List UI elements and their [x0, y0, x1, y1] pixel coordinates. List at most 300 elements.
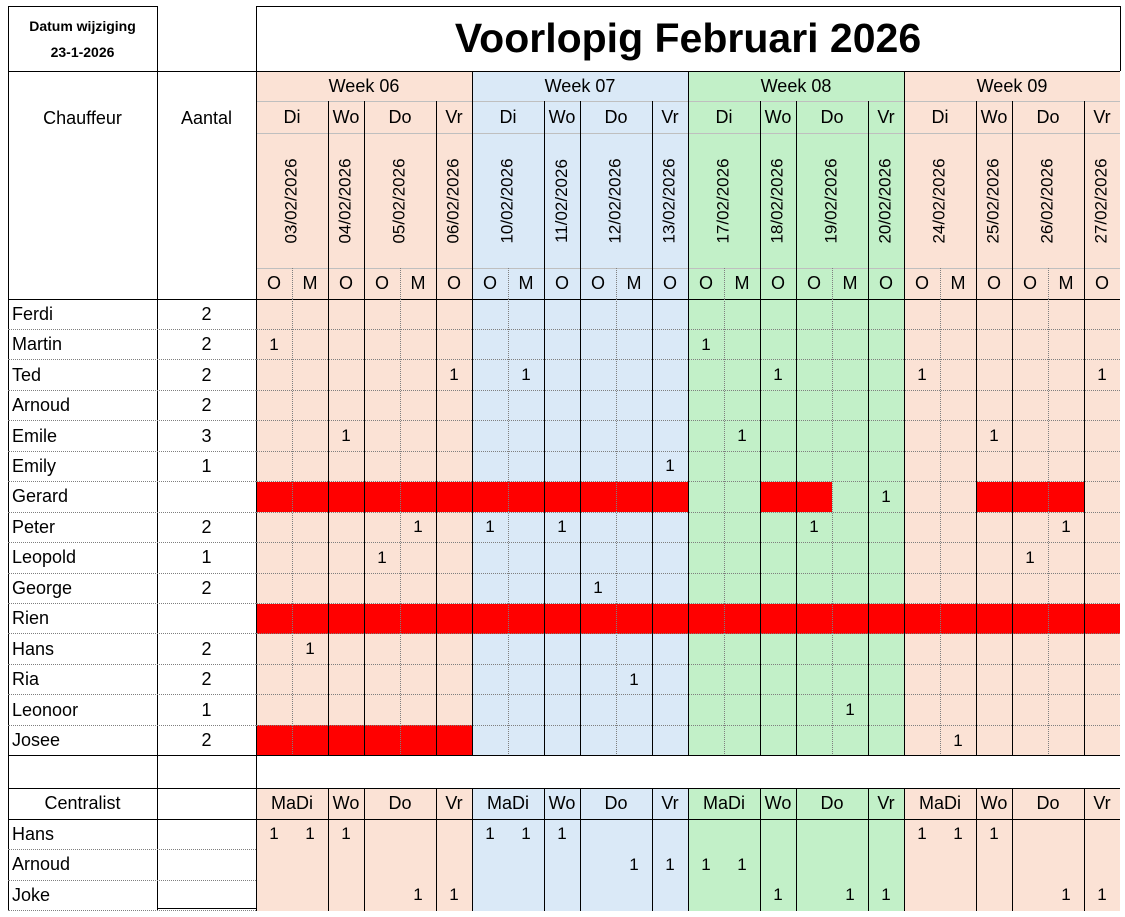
schedule-cell[interactable]: 1	[881, 486, 891, 506]
grid-line	[832, 299, 833, 756]
date-cell	[328, 133, 364, 268]
date-label: 27/02/2026	[1092, 157, 1111, 244]
grid-line	[760, 101, 761, 299]
grid-line	[400, 268, 401, 299]
grid-line	[976, 101, 977, 299]
grid-line	[904, 819, 905, 911]
slot-label: O	[590, 273, 605, 293]
grid-line	[868, 788, 869, 819]
page-title: Voorlopig Februari 2026	[454, 15, 922, 61]
schedule-cell[interactable]: 1	[377, 547, 387, 567]
centralist-header: Centralist	[44, 793, 121, 813]
grid-line	[796, 788, 797, 819]
date-cell	[1012, 133, 1084, 268]
driver-name: Leonoor	[12, 699, 79, 720]
grid-line	[256, 573, 1120, 574]
grid-line	[436, 819, 437, 911]
centralist-day-label: Wo	[548, 793, 576, 813]
grid-line	[8, 694, 256, 695]
grid-line	[436, 299, 437, 756]
date-label: 25/02/2026	[984, 157, 1003, 244]
centralist-cell[interactable]: 1	[737, 854, 747, 874]
grid-line	[724, 299, 725, 756]
grid-line	[436, 101, 437, 299]
grid-line	[328, 819, 329, 911]
grid-line	[8, 819, 1120, 820]
driver-name: Emile	[12, 425, 58, 446]
grid-line	[796, 819, 797, 911]
schedule-cell[interactable]: 1	[305, 639, 315, 659]
driver-count: 2	[201, 303, 212, 324]
slot-label: M	[842, 273, 858, 293]
date-cell	[580, 133, 652, 268]
grid-line	[8, 420, 256, 421]
driver-name: Ted	[12, 364, 42, 385]
centralist-day-label: Do	[1036, 793, 1060, 813]
schedule-cell[interactable]: 1	[449, 365, 459, 385]
day-label: Do	[388, 106, 412, 127]
slot-label: M	[1058, 273, 1074, 293]
chauffeur-header: Chauffeur	[43, 107, 122, 128]
slot-label: O	[1022, 273, 1037, 293]
driver-name: Martin	[12, 334, 63, 355]
date-label: 12/02/2026	[606, 157, 625, 244]
date-label: 20/02/2026	[876, 157, 895, 244]
schedule-cell[interactable]: 1	[1097, 365, 1107, 385]
grid-line	[652, 788, 653, 819]
grid-line	[760, 819, 761, 911]
grid-line	[292, 268, 293, 299]
grid-line	[8, 329, 256, 330]
driver-count	[157, 604, 256, 634]
slot-label: O	[338, 273, 353, 293]
centralist-day-label: Do	[604, 793, 628, 813]
grid-line	[580, 819, 581, 911]
date-cell	[364, 133, 436, 268]
driver-name: Arnoud	[12, 395, 71, 416]
grid-line	[688, 788, 689, 819]
grid-line	[868, 299, 869, 756]
driver-count: 2	[201, 516, 212, 537]
slot-label: O	[914, 273, 929, 293]
date-label: 03/02/2026	[282, 157, 301, 244]
schedule-cell[interactable]: 1	[845, 700, 855, 720]
driver-count: 1	[201, 699, 212, 720]
grid-line	[8, 788, 1120, 789]
centralist-day-label: Do	[388, 793, 412, 813]
slot-label: M	[518, 273, 534, 293]
grid-line	[976, 819, 977, 911]
date-cell	[760, 133, 796, 268]
centralist-day-label: Wo	[980, 793, 1008, 813]
centralist-cell[interactable]: 1	[773, 885, 783, 905]
day-label: Di	[499, 106, 517, 127]
grid-line	[400, 299, 401, 756]
date-label: 05/02/2026	[390, 157, 409, 244]
slot-label: O	[698, 273, 713, 293]
grid-line	[1012, 101, 1013, 299]
grid-line	[976, 788, 977, 819]
centralist-day-label: MaDi	[270, 793, 313, 813]
slot-label: O	[770, 273, 785, 293]
grid-line	[157, 6, 158, 911]
day-label: Vr	[445, 106, 463, 127]
grid-line	[724, 268, 725, 299]
grid-line	[8, 481, 256, 482]
grid-line	[256, 481, 1120, 482]
schedule-cell[interactable]: 1	[485, 517, 495, 537]
grid-line	[1084, 299, 1085, 756]
grid-line	[8, 390, 256, 391]
grid-line	[8, 573, 256, 574]
driver-count	[157, 482, 256, 512]
grid-line	[760, 299, 761, 756]
grid-line	[688, 819, 689, 911]
grid-line	[436, 788, 437, 819]
day-label: Di	[931, 106, 949, 127]
grid-line	[544, 788, 545, 819]
grid-line	[904, 71, 905, 101]
centralist-day-label: MaDi	[486, 793, 529, 813]
slot-label: M	[302, 273, 318, 293]
grid-line	[256, 788, 257, 819]
date-label: 13/02/2026	[660, 157, 679, 244]
grid-line	[472, 71, 473, 101]
schedule-cell[interactable]: 1	[989, 426, 999, 446]
driver-name: Josee	[12, 730, 61, 751]
grid-line	[256, 664, 1120, 665]
driver-name: Leopold	[12, 547, 77, 568]
grid-line	[652, 299, 653, 756]
centralist-cell[interactable]: 1	[629, 854, 639, 874]
grid-line	[256, 299, 257, 756]
schedule-cell[interactable]: 1	[737, 426, 747, 446]
grid-line	[616, 268, 617, 299]
grid-line	[256, 603, 1120, 604]
grid-line	[8, 849, 256, 850]
centralist-cell[interactable]: 1	[485, 824, 495, 844]
grid-line	[1012, 788, 1013, 819]
grid-line	[256, 725, 1120, 726]
centralist-day-label: Vr	[877, 793, 895, 813]
centralist-day-label: Vr	[661, 793, 679, 813]
grid-line	[328, 788, 329, 819]
grid-line	[8, 6, 9, 911]
date-cell	[544, 133, 580, 268]
grid-line	[544, 299, 545, 756]
week-label: Week 09	[976, 75, 1048, 96]
grid-line	[1012, 299, 1013, 756]
schedule-cell[interactable]: 1	[953, 730, 963, 750]
centralist-cell[interactable]: 1	[953, 824, 963, 844]
grid-line	[904, 788, 905, 819]
grid-line	[8, 725, 256, 726]
centralist-cell[interactable]: 1	[665, 854, 675, 874]
slot-label: O	[554, 273, 569, 293]
grid-line	[796, 101, 797, 299]
grid-line	[1084, 788, 1085, 819]
date-cell	[652, 133, 688, 268]
grid-line	[652, 101, 653, 299]
aantal-header: Aantal	[180, 107, 233, 128]
schedule-cell[interactable]: 1	[1025, 547, 1035, 567]
grid-line	[256, 71, 257, 101]
grid-line	[256, 6, 1120, 7]
grid-line	[508, 299, 509, 756]
grid-line	[292, 299, 293, 756]
grid-line	[8, 880, 256, 881]
driver-name: Hans	[12, 638, 55, 659]
date-cell	[1084, 133, 1120, 268]
slot-label: O	[1094, 273, 1109, 293]
grid-line	[8, 755, 1120, 756]
driver-count: 3	[201, 425, 212, 446]
grid-line	[256, 694, 1120, 695]
grid-line	[8, 512, 256, 513]
day-label: Wo	[332, 106, 360, 127]
date-cell	[436, 133, 472, 268]
driver-name: Rien	[12, 608, 50, 629]
grid-line	[364, 299, 365, 756]
date-cell	[472, 133, 544, 268]
slot-label: O	[374, 273, 389, 293]
grid-line	[8, 633, 256, 634]
week-label: Week 07	[544, 75, 616, 96]
slot-label: M	[410, 273, 426, 293]
week-label: Week 06	[328, 75, 400, 96]
centralist-cell[interactable]: 1	[1061, 885, 1071, 905]
grid-line	[328, 299, 329, 756]
day-label: Di	[283, 106, 301, 127]
centralist-day-label: Vr	[1093, 793, 1111, 813]
date-label: 26/02/2026	[1038, 157, 1057, 244]
driver-count: 2	[201, 364, 212, 385]
grid-line	[8, 542, 256, 543]
driver-name: Peter	[12, 516, 56, 537]
grid-line	[256, 451, 1120, 452]
driver-name: Gerard	[12, 486, 69, 507]
centralist-cell[interactable]: 1	[449, 885, 459, 905]
centralist-day-label: Do	[820, 793, 844, 813]
driver-name: George	[12, 577, 73, 598]
driver-count: 2	[201, 638, 212, 659]
grid-line	[256, 420, 1120, 421]
grid-line	[868, 819, 869, 911]
grid-line	[472, 299, 473, 756]
day-label: Wo	[764, 106, 792, 127]
grid-line	[1048, 268, 1049, 299]
grid-line	[940, 268, 941, 299]
grid-line	[472, 101, 473, 299]
day-label: Do	[1036, 106, 1060, 127]
grid-line	[256, 819, 257, 911]
schedule-cell[interactable]: 1	[629, 669, 639, 689]
slot-label: O	[806, 273, 821, 293]
slot-label: O	[446, 273, 461, 293]
driver-count: 2	[201, 730, 212, 751]
grid-line	[544, 101, 545, 299]
date-cell	[976, 133, 1012, 268]
grid-line	[760, 788, 761, 819]
change-label: Datum wijziging	[29, 18, 136, 34]
grid-line	[328, 101, 329, 299]
centralist-day-label: Wo	[332, 793, 360, 813]
grid-line	[256, 542, 1120, 543]
driver-count: 2	[201, 577, 212, 598]
slot-label: O	[986, 273, 1001, 293]
grid-line	[256, 359, 1120, 360]
grid-line	[904, 299, 905, 756]
driver-count: 2	[201, 334, 212, 355]
grid-line	[508, 268, 509, 299]
grid-line	[256, 512, 1120, 513]
centralist-day-label: Wo	[764, 793, 792, 813]
schedule-cell[interactable]: 1	[917, 365, 927, 385]
date-cell	[688, 133, 760, 268]
centralist-name: Arnoud	[12, 854, 71, 875]
centralist-cell[interactable]: 1	[881, 885, 891, 905]
driver-count: 2	[201, 395, 212, 416]
schedule-cell[interactable]: 1	[665, 456, 675, 476]
schedule-cell[interactable]: 1	[593, 578, 603, 598]
driver-name: Ria	[12, 669, 40, 690]
day-label: Do	[820, 106, 844, 127]
centralist-name: Hans	[12, 823, 55, 844]
centralist-day-label: MaDi	[918, 793, 961, 813]
date-label: 06/02/2026	[444, 157, 463, 244]
centralist-cell[interactable]: 1	[341, 824, 351, 844]
grid-line	[8, 359, 256, 360]
centralist-day-label: MaDi	[702, 793, 745, 813]
driver-count: 1	[201, 547, 212, 568]
grid-line	[616, 299, 617, 756]
centralist-cell[interactable]: 1	[1097, 885, 1107, 905]
driver-name: Ferdi	[12, 303, 54, 324]
grid-line	[8, 6, 157, 7]
grid-line	[472, 819, 473, 911]
centralist-day-label: Vr	[445, 793, 463, 813]
date-cell	[256, 133, 328, 268]
slot-label: O	[662, 273, 677, 293]
day-label: Wo	[980, 106, 1008, 127]
grid-line	[8, 299, 1120, 300]
week-label: Week 08	[760, 75, 832, 96]
grid-line	[1084, 101, 1085, 299]
day-label: Vr	[1093, 106, 1111, 127]
grid-line	[1120, 6, 1121, 71]
date-label: 10/02/2026	[498, 157, 517, 244]
day-label: Vr	[877, 106, 895, 127]
grid-line	[472, 788, 473, 819]
centralist-cell[interactable]: 1	[989, 824, 999, 844]
slot-label: M	[950, 273, 966, 293]
grid-line	[1084, 819, 1085, 911]
centralist-cell[interactable]: 1	[917, 824, 927, 844]
grid-line	[1012, 819, 1013, 911]
grid-line	[580, 101, 581, 299]
day-label: Di	[715, 106, 733, 127]
driver-count: 1	[201, 455, 212, 476]
centralist-name: Joke	[12, 884, 51, 905]
grid-line	[8, 603, 256, 604]
grid-line	[364, 819, 365, 911]
schedule-cell[interactable]: 1	[809, 517, 819, 537]
centralist-cell[interactable]: 1	[845, 885, 855, 905]
grid-line	[688, 299, 689, 756]
grid-line	[940, 299, 941, 756]
grid-line	[976, 299, 977, 756]
schedule-cell[interactable]: 1	[1061, 517, 1071, 537]
grid-line	[688, 71, 689, 101]
grid-line	[580, 299, 581, 756]
centralist-cell[interactable]: 1	[557, 824, 567, 844]
day-label: Wo	[548, 106, 576, 127]
centralist-cell[interactable]: 1	[413, 885, 423, 905]
date-cell	[868, 133, 904, 268]
date-label: 17/02/2026	[714, 157, 733, 244]
grid-line	[544, 819, 545, 911]
grid-line	[364, 101, 365, 299]
slot-label: O	[266, 273, 281, 293]
date-label: 18/02/2026	[768, 157, 787, 244]
grid-line	[157, 908, 256, 909]
day-label: Vr	[661, 106, 679, 127]
grid-line	[868, 101, 869, 299]
date-label: 19/02/2026	[822, 157, 841, 244]
slot-label: M	[626, 273, 642, 293]
schedule-cell[interactable]: 1	[701, 334, 711, 354]
grid-line	[8, 910, 256, 911]
grid-line	[688, 101, 689, 299]
grid-line	[652, 819, 653, 911]
driver-name: Emily	[12, 455, 56, 476]
date-label: 04/02/2026	[336, 157, 355, 244]
centralist-cell[interactable]: 1	[701, 854, 711, 874]
schedule-cell[interactable]: 1	[341, 426, 351, 446]
date-cell	[904, 133, 976, 268]
grid-line	[1048, 299, 1049, 756]
grid-line	[364, 788, 365, 819]
centralist-cell[interactable]: 1	[269, 824, 279, 844]
grid-line	[256, 390, 1120, 391]
day-label: Do	[604, 106, 628, 127]
centralist-cell[interactable]: 1	[521, 824, 531, 844]
grid-line	[796, 299, 797, 756]
grid-line	[580, 788, 581, 819]
slot-label: O	[878, 273, 893, 293]
grid-line	[256, 633, 1120, 634]
date-label: 11/02/2026	[552, 158, 572, 243]
grid-line	[256, 101, 257, 299]
schedule-cell[interactable]: 1	[773, 365, 783, 385]
slot-label: M	[734, 273, 750, 293]
grid-line	[8, 451, 256, 452]
schedule-cell[interactable]: 1	[269, 334, 279, 354]
date-label: 24/02/2026	[930, 157, 949, 244]
grid-line	[832, 268, 833, 299]
centralist-cell[interactable]: 1	[305, 824, 315, 844]
driver-count: 2	[201, 669, 212, 690]
change-date: 23-1-2026	[50, 44, 115, 60]
grid-line	[8, 664, 256, 665]
schedule-cell[interactable]: 1	[557, 517, 567, 537]
date-cell	[796, 133, 868, 268]
grid-line	[904, 101, 905, 299]
grid-line	[256, 329, 1120, 330]
schedule-cell[interactable]: 1	[413, 517, 423, 537]
schedule-cell[interactable]: 1	[521, 365, 531, 385]
slot-label: O	[482, 273, 497, 293]
